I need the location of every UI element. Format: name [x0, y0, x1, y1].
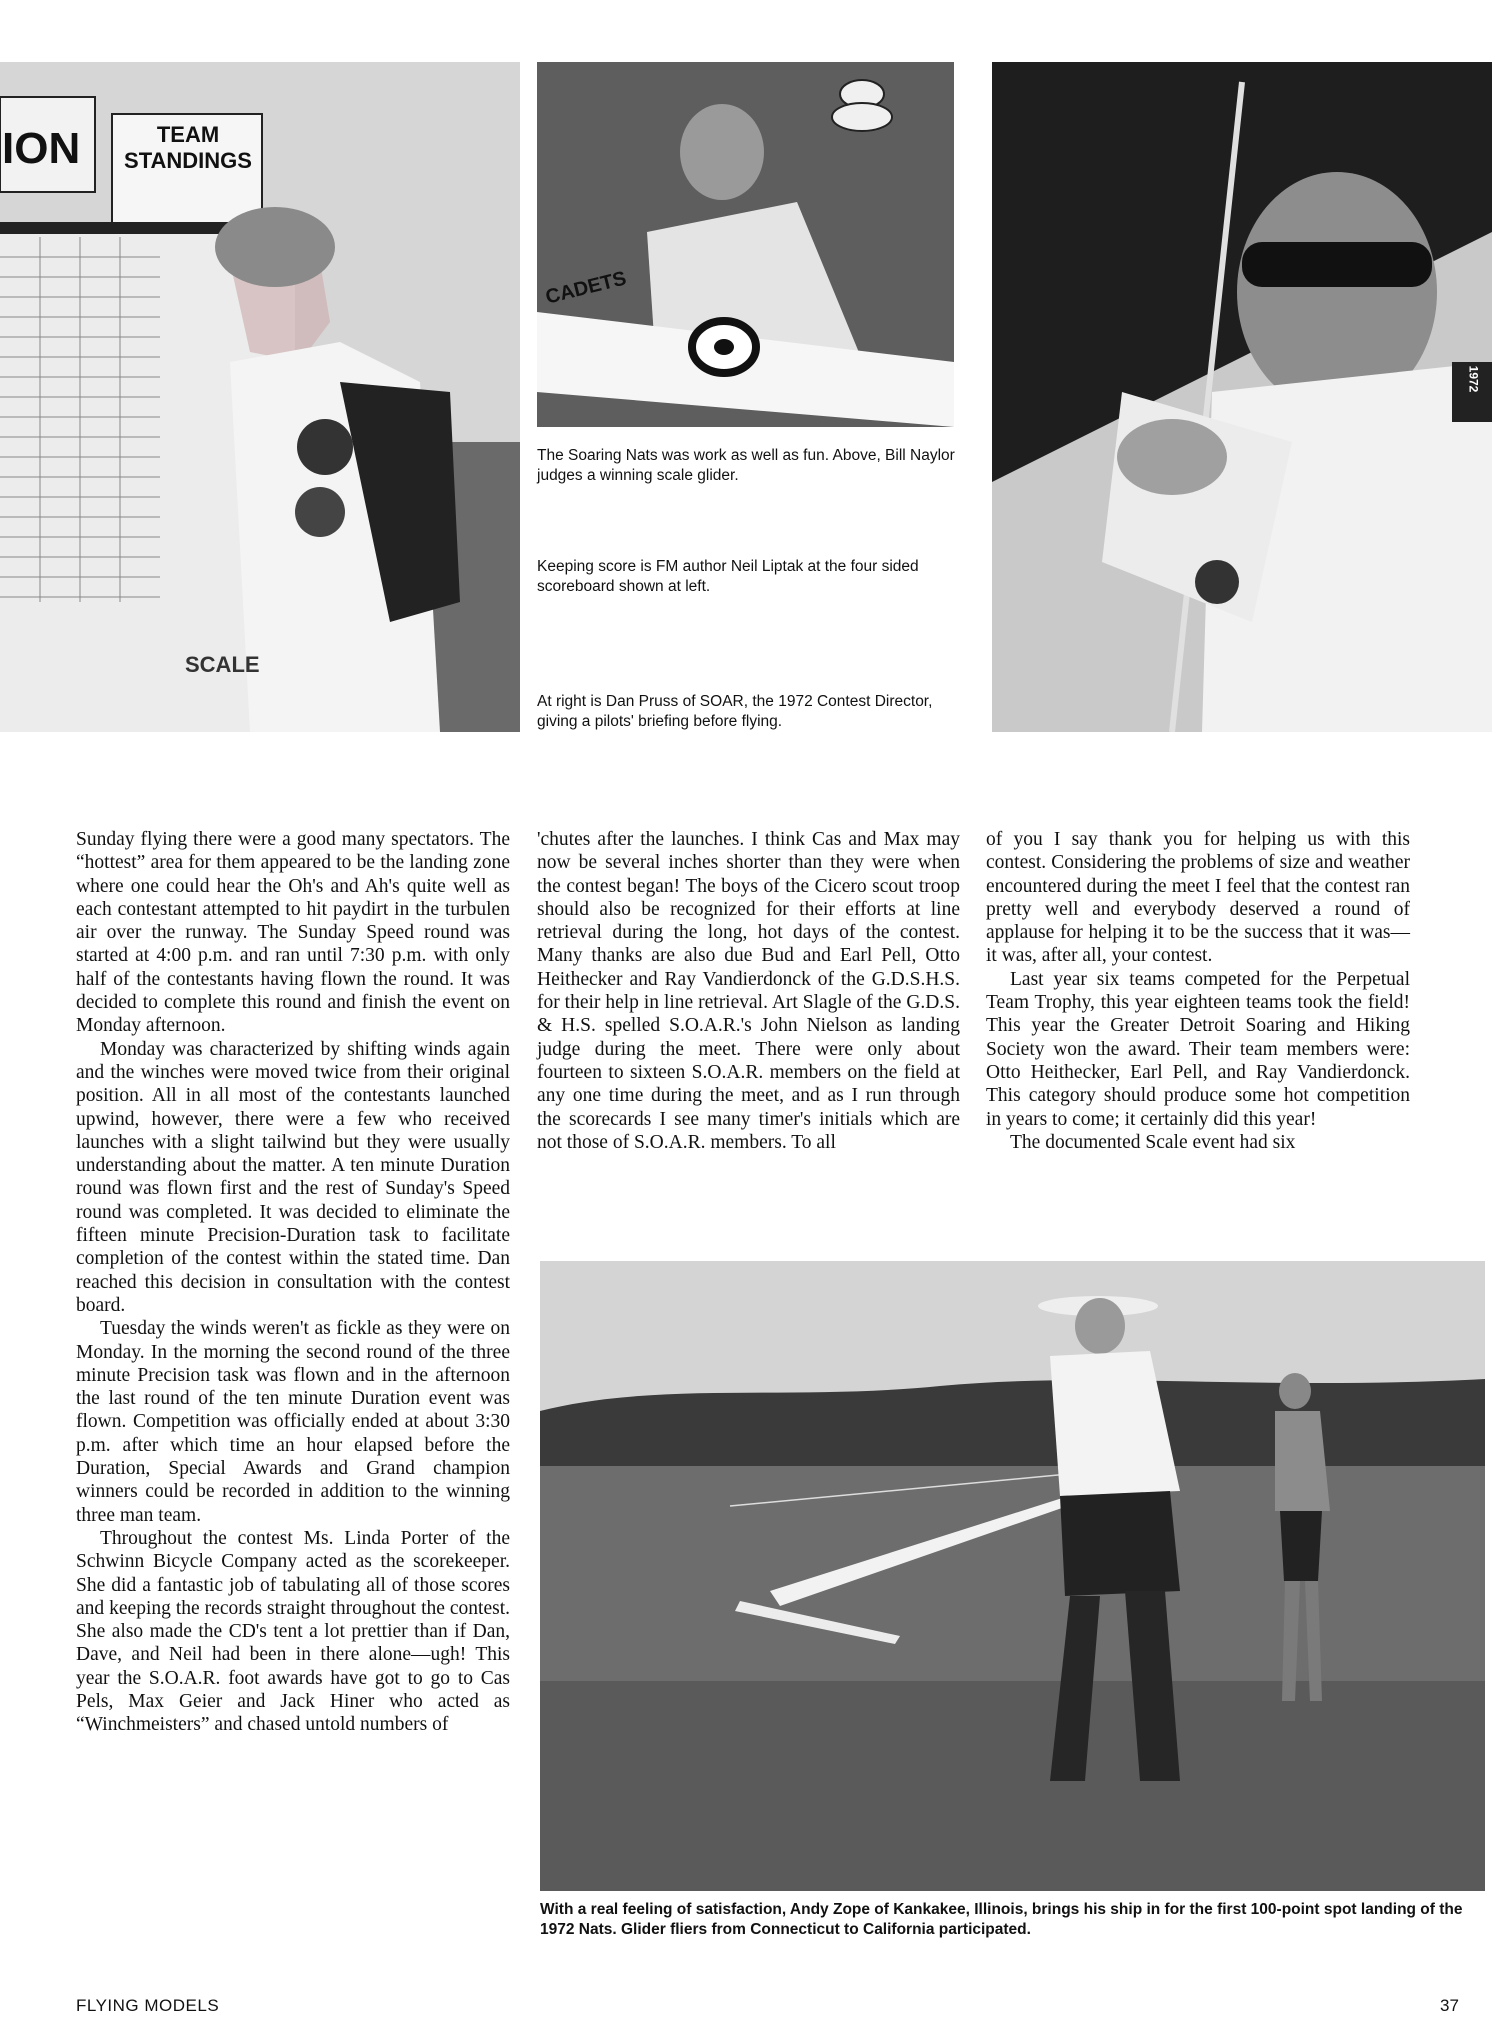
scoreboard-sign-team: TEAM STANDINGS — [124, 122, 252, 173]
article-column-2 — [537, 828, 960, 1154]
col2-paragraph-1: 'chutes after the launches. I think Cas and Max may now be several inches shorter than they were when the contest began! The boys of the Cicero scout troop should also be recognized for their efforts at line retrieval during the long, hot days of the contest. Many thanks are also due Bud and Earl Pell, Otto Heithecker and Ray Vandierdonck of the G.D.S.H.S. for their help in line retrieval. Art Slagle of the G.D.S. & H.S. spelled S.O.A.R.'s John Nielson as landing judge during the meet. There were only about fourteen to sixteen S.O.A.R. members on the field at any one time during the meet, and as I run through the scorecards I see many timer's initials which are not those of S.O.A.R. members. To all — [537, 829, 960, 1153]
footer-page-number: 37 — [1440, 1996, 1459, 2015]
col3-paragraph-2: Last year six teams competed for the Perpetual Team Trophy, this year eighteen teams took the field! This year the Greater Detroit Soaring and Hiking Society won the award. Their team members were: Otto Heithecker, Earl Pell, and Ray Vandierdonck. This category should produce some hot competition in years to come; it certainly did this year! — [986, 968, 1410, 1130]
photo-scoreboard — [0, 62, 520, 732]
scoreboard-scale-label: SCALE — [185, 652, 260, 677]
photo-judge-scale-glider — [537, 62, 954, 427]
caption-scorekeeper: Keeping score is FM author Neil Liptak at the four sided scoreboard shown at left. — [537, 558, 919, 595]
photo-contest-director — [992, 62, 1492, 732]
director-patch-year: 1972 — [1466, 365, 1481, 393]
col3-paragraph-1: of you I say thank you for helping us with this contest. Considering the problems of size and weather encountered during the meet I feel that the contest ran pretty well and everybody deserved a round of applause for helping it to be the success that it was—it was, after all, your contest. — [986, 829, 1410, 967]
col1-paragraph-2: Monday was characterized by shifting winds again and the winches were moved twice from their original position. All in all most of the contestants launched upwind, however, there were a few who received launches with a slight tailwind but they were usually understanding about the matter. A ten minute Duration round was flown first and the rest of Sunday's Speed round was completed. It was decided to eliminate the fifteen minute Precision-Duration task to facilitate completion of the contest within the stated time. Dan reached this decision in consultation with the contest board. — [76, 1038, 510, 1316]
col1-paragraph-1: Sunday flying there were a good many spectators. The “hottest” area for them appeared to be the landing zone where one could hear the Oh's and Ah's quite well as each contestant attempted to hit paydirt in the turbulen air over the runway. The Sunday Speed round was started at 4:00 p.m. and ran until 7:30 p.m. with only half of the contestants having flown the round. It was decided to complete this round and finish the event on Monday afternoon. — [76, 829, 510, 1037]
article-column-3 — [986, 828, 1410, 1154]
col1-paragraph-4: Throughout the contest Ms. Linda Porter of the Schwinn Bicycle Company acted as the scorekeeper. She did a fantastic job of tabulating all of those scores and keeping the records straight throughout the contest. She also made the CD's tent a lot prettier than if Dan, Dave, and Neil had been in there alone—ugh! This year the S.O.A.R. foot awards have got to go to Cas Pels, Max Geier and Jack Hiner who acted as “Winchmeisters” and chased untold numbers of — [76, 1527, 510, 1736]
glider-cadets-label: CADETS — [543, 267, 629, 309]
caption-spot-landing: With a real feeling of satisfaction, Andy Zope of Kankakee, Illinois, brings his ship in for the first 100-point spot landing of the 1972 Nats. Glider fliers from Connecticut to California participated. — [540, 1901, 1463, 1938]
article-column-1 — [76, 828, 510, 1737]
col1-paragraph-3: Tuesday the winds weren't as fickle as they were on Monday. In the morning the second round of the three minute Precision task was flown and in the afternoon the last round of the ten minute Duration event was flown. Competition was officially ended at about 3:30 p.m. after which time an hour elapsed before the Duration, Special Awards and Grand champion winners could be recorded in addition to the winning three man team. — [76, 1318, 510, 1526]
footer-magazine-name: FLYING MODELS — [76, 1996, 220, 2015]
caption-director: At right is Dan Pruss of SOAR, the 1972 Contest Director, giving a pilots' briefing before flying. — [537, 693, 933, 730]
col3-paragraph-3: The documented Scale event had six — [1010, 1131, 1296, 1153]
caption-judge: The Soaring Nats was work as well as fun. Above, Bill Naylor judges a winning scale glider. — [537, 447, 955, 484]
photo-spot-landing — [540, 1261, 1485, 1891]
scoreboard-sign-left: ION — [2, 124, 81, 173]
